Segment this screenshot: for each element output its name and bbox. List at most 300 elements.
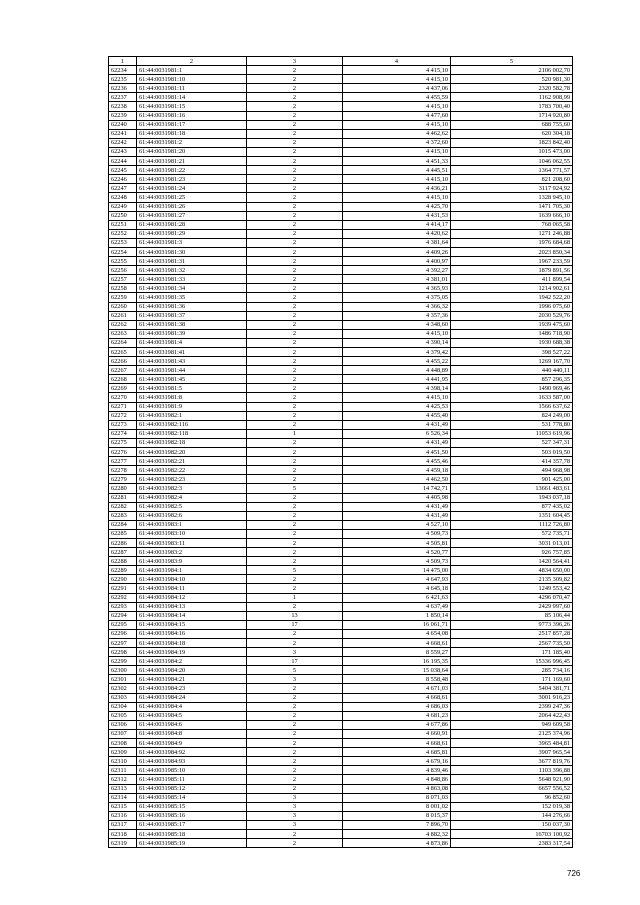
table-row <box>109 811 573 820</box>
cadastral-number-cell: 61:44:0031981:41 <box>137 348 247 357</box>
row-number-cell: 62256 <box>109 266 137 275</box>
cadastral-number-cell: 61:44:0031981:28 <box>137 220 247 229</box>
table-row <box>109 802 573 811</box>
area-cell: 4 455,22 <box>343 357 451 366</box>
value-cell: 1967 233,59 <box>451 257 573 266</box>
count-cell: 3 <box>247 820 343 829</box>
area-cell: 4 839,46 <box>343 766 451 775</box>
area-cell: 4 677,86 <box>343 720 451 729</box>
row-number-cell: 62292 <box>109 593 137 602</box>
area-cell: 4 425,70 <box>343 202 451 211</box>
table-row <box>109 675 573 684</box>
area-cell: 4 645,18 <box>343 584 451 593</box>
area-cell: 14 742,71 <box>343 484 451 493</box>
value-cell: 5404 381,71 <box>451 684 573 693</box>
cadastral-number-cell: 61:44:0031984:93 <box>137 757 247 766</box>
cadastral-number-cell: 61:44:0031985:19 <box>137 839 247 848</box>
row-number-cell: 62274 <box>109 429 137 438</box>
row-number-cell: 62315 <box>109 802 137 811</box>
cadastral-number-cell: 61:44:0031982:21 <box>137 457 247 466</box>
cadastral-number-cell: 61:44:0031981:10 <box>137 75 247 84</box>
value-cell: 3001 916,23 <box>451 693 573 702</box>
cadastral-number-cell: 61:44:0031981:15 <box>137 102 247 111</box>
value-cell: 503 019,50 <box>451 448 573 457</box>
value-cell: 2023 850,34 <box>451 247 573 256</box>
count-cell: 2 <box>247 720 343 729</box>
area-cell: 4 848,86 <box>343 775 451 784</box>
count-cell: 2 <box>247 757 343 766</box>
table-row <box>109 384 573 393</box>
cadastral-number-cell: 61:44:0031984:92 <box>137 748 247 757</box>
table-row <box>109 739 573 748</box>
row-number-cell: 62290 <box>109 575 137 584</box>
table-row <box>109 84 573 93</box>
table-row <box>109 211 573 220</box>
count-cell: 2 <box>247 357 343 366</box>
area-cell: 4 505,81 <box>343 538 451 547</box>
cadastral-number-cell: 61:44:0031981:14 <box>137 93 247 102</box>
table-row <box>109 511 573 520</box>
table-row <box>109 475 573 484</box>
table-row <box>109 157 573 166</box>
count-cell: 2 <box>247 157 343 166</box>
value-cell: 5648 921,90 <box>451 775 573 784</box>
row-number-cell: 62286 <box>109 538 137 547</box>
row-number-cell: 62236 <box>109 84 137 93</box>
area-cell: 1 850,14 <box>343 611 451 620</box>
value-cell: 171 169,60 <box>451 675 573 684</box>
count-cell: 2 <box>247 784 343 793</box>
cadastral-number-cell: 61:44:0031981:36 <box>137 302 247 311</box>
area-cell: 4 415,10 <box>343 147 451 156</box>
value-cell: 1162 908,99 <box>451 93 573 102</box>
count-cell: 2 <box>247 729 343 738</box>
cadastral-number-cell: 61:44:0031981:11 <box>137 84 247 93</box>
cadastral-number-cell: 61:44:0031985:14 <box>137 793 247 802</box>
column-header: 2 <box>137 57 247 66</box>
area-cell: 4 415,10 <box>343 75 451 84</box>
value-cell: 1351 604,45 <box>451 511 573 520</box>
row-number-cell: 62257 <box>109 275 137 284</box>
row-number-cell: 62318 <box>109 829 137 838</box>
cadastral-number-cell: 61:44:0031981:24 <box>137 184 247 193</box>
count-cell: 2 <box>247 66 343 75</box>
area-cell: 4 873,86 <box>343 839 451 848</box>
count-cell: 2 <box>247 84 343 93</box>
value-cell: 1471 705,30 <box>451 202 573 211</box>
area-cell: 4 390,14 <box>343 338 451 347</box>
value-cell: 1249 553,42 <box>451 584 573 593</box>
table-row <box>109 639 573 648</box>
row-number-cell: 62295 <box>109 620 137 629</box>
table-row <box>109 757 573 766</box>
cadastral-number-cell: 61:44:0031985:17 <box>137 820 247 829</box>
row-number-cell: 62238 <box>109 102 137 111</box>
row-number-cell: 62276 <box>109 448 137 457</box>
row-number-cell: 62285 <box>109 529 137 538</box>
count-cell: 2 <box>247 229 343 238</box>
value-cell: 1996 075,60 <box>451 302 573 311</box>
area-cell: 4 455,46 <box>343 457 451 466</box>
value-cell: 821 208,60 <box>451 175 573 184</box>
count-cell: 2 <box>247 348 343 357</box>
count-cell: 2 <box>247 202 343 211</box>
count-cell: 2 <box>247 238 343 247</box>
value-cell: 1269 167,70 <box>451 357 573 366</box>
count-cell: 2 <box>247 748 343 757</box>
value-cell: 171 185,40 <box>451 648 573 657</box>
row-number-cell: 62255 <box>109 257 137 266</box>
value-cell: 2567 735,50 <box>451 639 573 648</box>
table-row <box>109 784 573 793</box>
area-cell: 4 381,64 <box>343 238 451 247</box>
area-cell: 4 681,23 <box>343 711 451 720</box>
row-number-cell: 62306 <box>109 720 137 729</box>
row-number-cell: 62253 <box>109 238 137 247</box>
value-cell: 1015 473,00 <box>451 147 573 156</box>
row-number-cell: 62280 <box>109 484 137 493</box>
area-cell: 4 527,10 <box>343 520 451 529</box>
count-cell: 2 <box>247 384 343 393</box>
table-row <box>109 593 573 602</box>
count-cell: 2 <box>247 102 343 111</box>
count-cell: 2 <box>247 420 343 429</box>
row-number-cell: 62245 <box>109 166 137 175</box>
table-row <box>109 193 573 202</box>
row-number-cell: 62249 <box>109 202 137 211</box>
count-cell: 2 <box>247 438 343 447</box>
cadastral-number-cell: 61:44:0031981:29 <box>137 229 247 238</box>
row-number-cell: 62242 <box>109 138 137 147</box>
table-row <box>109 284 573 293</box>
cadastral-number-cell: 61:44:0031984:8 <box>137 729 247 738</box>
row-number-cell: 62310 <box>109 757 137 766</box>
area-cell: 4 379,42 <box>343 348 451 357</box>
count-cell: 2 <box>247 338 343 347</box>
table-row <box>109 457 573 466</box>
area-cell: 4 436,21 <box>343 184 451 193</box>
row-number-cell: 62311 <box>109 766 137 775</box>
value-cell: 2320 582,78 <box>451 84 573 93</box>
area-cell: 4 863,08 <box>343 784 451 793</box>
cadastral-number-cell: 61:44:0031985:15 <box>137 802 247 811</box>
cadastral-number-cell: 61:44:0031984:20 <box>137 666 247 675</box>
value-cell: 285 734,16 <box>451 666 573 675</box>
cadastral-number-cell: 61:44:0031981:20 <box>137 147 247 156</box>
area-cell: 4 392,27 <box>343 266 451 275</box>
count-cell: 2 <box>247 284 343 293</box>
count-cell: 2 <box>247 739 343 748</box>
area-cell: 4 882,32 <box>343 829 451 838</box>
cadastral-number-cell: 61:44:0031981:30 <box>137 247 247 256</box>
table-row <box>109 602 573 611</box>
area-cell: 4 431,49 <box>343 420 451 429</box>
table-row <box>109 302 573 311</box>
row-number-cell: 62251 <box>109 220 137 229</box>
row-number-cell: 62307 <box>109 729 137 738</box>
cadastral-number-cell: 61:44:0031984:24 <box>137 693 247 702</box>
cadastral-number-cell: 61:44:0031981:23 <box>137 175 247 184</box>
table-row <box>109 448 573 457</box>
row-number-cell: 62299 <box>109 657 137 666</box>
value-cell: 3677 819,76 <box>451 757 573 766</box>
area-cell: 4 448,89 <box>343 366 451 375</box>
cadastral-value-table <box>108 56 573 848</box>
table-row <box>109 584 573 593</box>
value-cell: 1112 726,80 <box>451 520 573 529</box>
row-number-cell: 62284 <box>109 520 137 529</box>
row-number-cell: 62319 <box>109 839 137 848</box>
area-cell: 8 558,48 <box>343 675 451 684</box>
table-row <box>109 529 573 538</box>
value-cell: 2429 997,60 <box>451 602 573 611</box>
value-cell: 572 735,71 <box>451 529 573 538</box>
cadastral-number-cell: 61:44:0031985:11 <box>137 775 247 784</box>
column-header: 5 <box>451 57 573 66</box>
area-cell: 4 415,10 <box>343 66 451 75</box>
table-row <box>109 393 573 402</box>
area-cell: 4 420,62 <box>343 229 451 238</box>
row-number-cell: 62308 <box>109 739 137 748</box>
count-cell: 2 <box>247 193 343 202</box>
count-cell: 2 <box>247 629 343 638</box>
area-cell: 4 679,16 <box>343 757 451 766</box>
area-cell: 4 431,49 <box>343 502 451 511</box>
area-cell: 4 520,77 <box>343 548 451 557</box>
value-cell: 1214 902,61 <box>451 284 573 293</box>
area-cell: 4 366,32 <box>343 302 451 311</box>
row-number-cell: 62314 <box>109 793 137 802</box>
row-number-cell: 62297 <box>109 639 137 648</box>
count-cell: 2 <box>247 302 343 311</box>
area-cell: 4 415,10 <box>343 175 451 184</box>
table-row <box>109 184 573 193</box>
value-cell: 2030 529,76 <box>451 311 573 320</box>
table-row <box>109 66 573 75</box>
area-cell: 4 671,03 <box>343 684 451 693</box>
value-cell: 857 296,35 <box>451 375 573 384</box>
value-cell: 1976 684,68 <box>451 238 573 247</box>
row-number-cell: 62293 <box>109 602 137 611</box>
table-row <box>109 175 573 184</box>
value-cell: 1942 522,20 <box>451 293 573 302</box>
value-cell: 1823 842,40 <box>451 138 573 147</box>
table-row <box>109 748 573 757</box>
area-cell: 4 668,61 <box>343 639 451 648</box>
value-cell: 949 609,58 <box>451 720 573 729</box>
count-cell: 2 <box>247 220 343 229</box>
count-cell: 2 <box>247 466 343 475</box>
count-cell: 1 <box>247 429 343 438</box>
area-cell: 4 477,60 <box>343 111 451 120</box>
value-cell: 440 440,11 <box>451 366 573 375</box>
table-row <box>109 220 573 229</box>
value-cell: 1714 920,80 <box>451 111 573 120</box>
count-cell: 2 <box>247 538 343 547</box>
row-number-cell: 62313 <box>109 784 137 793</box>
area-cell: 8 001,02 <box>343 802 451 811</box>
row-number-cell: 62240 <box>109 120 137 129</box>
count-cell: 3 <box>247 675 343 684</box>
cadastral-number-cell: 61:44:0031984:16 <box>137 629 247 638</box>
value-cell: 3031 013,01 <box>451 538 573 547</box>
cadastral-number-cell: 61:44:0031984:4 <box>137 702 247 711</box>
cadastral-number-cell: 61:44:0031984:23 <box>137 684 247 693</box>
table-row <box>109 557 573 566</box>
cadastral-number-cell: 61:44:0031981:4 <box>137 338 247 347</box>
cadastral-number-cell: 61:44:0031984:21 <box>137 675 247 684</box>
count-cell: 2 <box>247 184 343 193</box>
count-cell: 2 <box>247 311 343 320</box>
cadastral-number-cell: 61:44:0031982:116 <box>137 420 247 429</box>
table-row <box>109 166 573 175</box>
table-row <box>109 466 573 475</box>
cadastral-number-cell: 61:44:0031982:118 <box>137 429 247 438</box>
row-number-cell: 62261 <box>109 311 137 320</box>
table-row <box>109 766 573 775</box>
cadastral-number-cell: 61:44:0031985:16 <box>137 811 247 820</box>
count-cell: 3 <box>247 648 343 657</box>
count-cell: 2 <box>247 75 343 84</box>
table-row <box>109 202 573 211</box>
count-cell: 5 <box>247 484 343 493</box>
count-cell: 2 <box>247 411 343 420</box>
table-row <box>109 75 573 84</box>
area-cell: 4 381,01 <box>343 275 451 284</box>
row-number-cell: 62288 <box>109 557 137 566</box>
value-cell: 1486 718,90 <box>451 329 573 338</box>
count-cell: 2 <box>247 257 343 266</box>
table-row <box>109 111 573 120</box>
value-cell: 1364 771,57 <box>451 166 573 175</box>
row-number-cell: 62265 <box>109 348 137 357</box>
value-cell: 926 757,85 <box>451 548 573 557</box>
cadastral-number-cell: 61:44:0031981:21 <box>137 157 247 166</box>
row-number-cell: 62289 <box>109 566 137 575</box>
count-cell: 2 <box>247 293 343 302</box>
table-row <box>109 575 573 584</box>
area-cell: 4 415,10 <box>343 193 451 202</box>
area-cell: 4 509,73 <box>343 529 451 538</box>
table-row <box>109 366 573 375</box>
area-cell: 4 400,97 <box>343 257 451 266</box>
value-cell: 531 778,80 <box>451 420 573 429</box>
count-cell: 2 <box>247 457 343 466</box>
table-row <box>109 793 573 802</box>
row-number-cell: 62260 <box>109 302 137 311</box>
cadastral-number-cell: 61:44:0031981:43 <box>137 357 247 366</box>
area-cell: 4 668,61 <box>343 739 451 748</box>
area-cell: 4 654,08 <box>343 629 451 638</box>
area-cell: 4 414,17 <box>343 220 451 229</box>
cadastral-number-cell: 61:44:0031984:19 <box>137 648 247 657</box>
count-cell: 2 <box>247 529 343 538</box>
count-cell: 2 <box>247 475 343 484</box>
value-cell: 9773 396,26 <box>451 620 573 629</box>
value-cell: 688 755,60 <box>451 120 573 129</box>
table-row <box>109 266 573 275</box>
table-row <box>109 420 573 429</box>
count-cell: 2 <box>247 138 343 147</box>
table-row <box>109 684 573 693</box>
row-number-cell: 62273 <box>109 420 137 429</box>
count-cell: 2 <box>247 693 343 702</box>
area-cell: 4 459,18 <box>343 466 451 475</box>
cadastral-number-cell: 61:44:0031983:2 <box>137 548 247 557</box>
area-cell: 7 896,70 <box>343 820 451 829</box>
cadastral-number-cell: 61:44:0031983:11 <box>137 538 247 547</box>
cadastral-number-cell: 61:44:0031984:6 <box>137 720 247 729</box>
value-cell: 15336 996,45 <box>451 657 573 666</box>
cadastral-number-cell: 61:44:0031983:10 <box>137 529 247 538</box>
cadastral-number-cell: 61:44:0031981:22 <box>137 166 247 175</box>
area-cell: 6 526,34 <box>343 429 451 438</box>
area-cell: 4 372,60 <box>343 138 451 147</box>
area-cell: 4 375,05 <box>343 293 451 302</box>
count-cell: 2 <box>247 111 343 120</box>
area-cell: 4 405,98 <box>343 493 451 502</box>
area-cell: 4 409,26 <box>343 247 451 256</box>
area-cell: 4 685,81 <box>343 748 451 757</box>
count-cell: 2 <box>247 366 343 375</box>
count-cell: 2 <box>247 829 343 838</box>
value-cell: 2399 247,36 <box>451 702 573 711</box>
count-cell: 3 <box>247 793 343 802</box>
value-cell: 4296 070,47 <box>451 593 573 602</box>
row-number-cell: 62264 <box>109 338 137 347</box>
table-row <box>109 720 573 729</box>
value-cell: 85 106,44 <box>451 611 573 620</box>
cadastral-number-cell: 61:44:0031981:18 <box>137 129 247 138</box>
count-cell: 2 <box>247 502 343 511</box>
table-row <box>109 311 573 320</box>
value-cell: 2106 002,70 <box>451 66 573 75</box>
count-cell: 2 <box>247 275 343 284</box>
value-cell: 527 347,31 <box>451 438 573 447</box>
row-number-cell: 62234 <box>109 66 137 75</box>
column-header: 4 <box>343 57 451 66</box>
table-row <box>109 702 573 711</box>
value-cell: 620 304,18 <box>451 129 573 138</box>
table-row <box>109 411 573 420</box>
cadastral-number-cell: 61:44:0031981:34 <box>137 284 247 293</box>
table-row <box>109 693 573 702</box>
count-cell: 2 <box>247 520 343 529</box>
area-cell: 4 431,49 <box>343 438 451 447</box>
value-cell: 1939 475,60 <box>451 320 573 329</box>
row-number-cell: 62282 <box>109 502 137 511</box>
count-cell: 2 <box>247 493 343 502</box>
cadastral-number-cell: 61:44:0031984:10 <box>137 575 247 584</box>
area-cell: 16 061,71 <box>343 620 451 629</box>
row-number-cell: 62244 <box>109 157 137 166</box>
row-number-cell: 62298 <box>109 648 137 657</box>
count-cell: 2 <box>247 684 343 693</box>
area-cell: 8 015,37 <box>343 811 451 820</box>
cadastral-number-cell: 61:44:0031981:33 <box>137 275 247 284</box>
value-cell: 16703 100,92 <box>451 829 573 838</box>
count-cell: 2 <box>247 711 343 720</box>
value-cell: 494 968,98 <box>451 466 573 475</box>
area-cell: 4 365,93 <box>343 284 451 293</box>
table-row <box>109 629 573 638</box>
row-number-cell: 62271 <box>109 402 137 411</box>
value-cell: 3965 484,81 <box>451 739 573 748</box>
row-number-cell: 62283 <box>109 511 137 520</box>
count-cell: 2 <box>247 575 343 584</box>
cadastral-number-cell: 61:44:0031981:45 <box>137 375 247 384</box>
value-cell: 901 425,00 <box>451 475 573 484</box>
